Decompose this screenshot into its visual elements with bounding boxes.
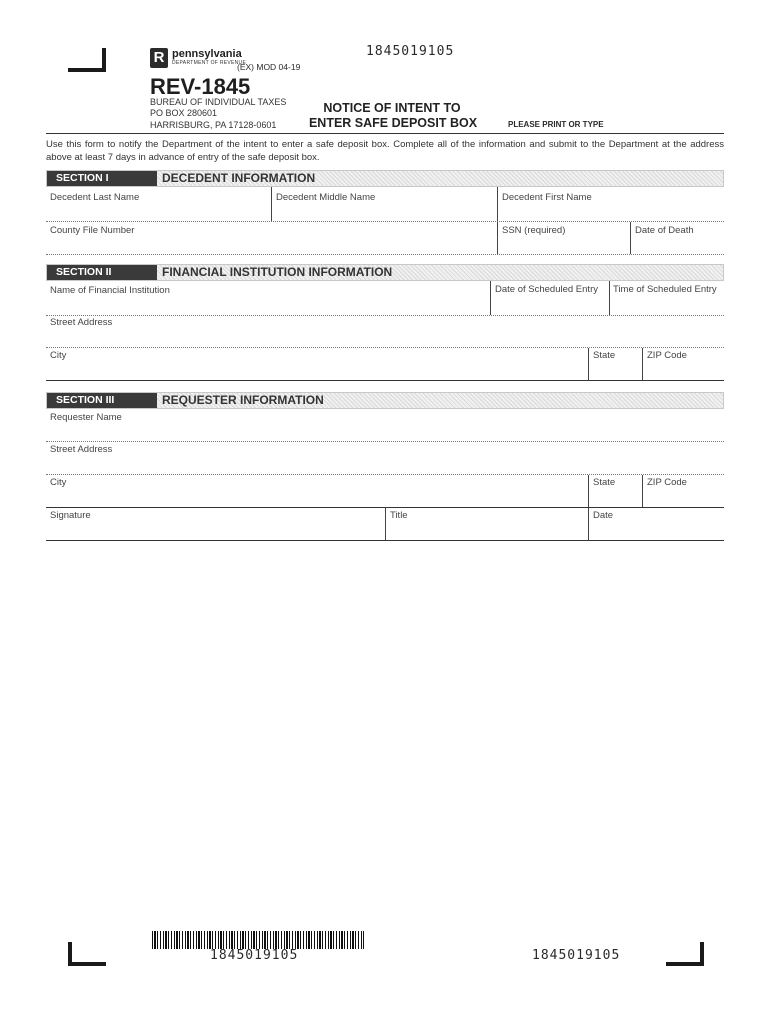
divider — [271, 187, 272, 221]
label-requester-state: State — [593, 477, 616, 488]
field-row-rule — [46, 221, 724, 222]
section-2-header — [46, 264, 724, 281]
section-3-title: REQUESTER INFORMATION — [162, 393, 324, 407]
divider — [588, 508, 589, 540]
form-code-top: 1845019105 — [366, 44, 455, 59]
intro-text: Use this form to notify the Department of the intent to enter a safe deposit box. Complete all of the information and submit to the Department at the address above at least 7 days in advance of entry of the safe deposit box. — [46, 139, 724, 163]
logo-subtitle: DEPARTMENT OF REVENUE — [172, 60, 247, 66]
label-title: Title — [390, 510, 408, 521]
label-requester-city: City — [50, 477, 67, 488]
field-row-rule — [46, 254, 724, 255]
label-date: Date — [593, 510, 614, 521]
divider — [385, 508, 386, 540]
section-3-label: SECTION III — [47, 393, 157, 408]
print-instruction: PLEASE PRINT OR TYPE — [508, 120, 604, 129]
divider — [630, 222, 631, 254]
label-time-of-scheduled-entry: Time of Scheduled Entry — [613, 284, 717, 295]
form-code-bottom: 1845019105 — [532, 948, 621, 963]
divider — [642, 475, 643, 507]
divider — [588, 475, 589, 507]
city-state: HARRISBURG, PA 17128-0601 — [150, 120, 277, 130]
registration-mark-top — [68, 48, 106, 72]
field-row-rule — [46, 474, 724, 475]
field-row-rule — [46, 347, 724, 348]
bureau-name: BUREAU OF INDIVIDUAL TAXES — [150, 97, 287, 107]
divider — [497, 222, 498, 254]
label-requester-street-address: Street Address — [50, 444, 113, 455]
label-date-of-scheduled-entry: Date of Scheduled Entry — [495, 284, 598, 295]
form-title-line2: ENTER SAFE DEPOSIT BOX — [308, 116, 478, 130]
field-row-rule — [46, 540, 724, 541]
section-1-title: DECEDENT INFORMATION — [162, 171, 316, 185]
barcode — [152, 931, 364, 949]
section-2-label: SECTION II — [47, 265, 157, 280]
label-decedent-last-name: Decedent Last Name — [50, 192, 140, 203]
barcode-number: 1845019105 — [210, 948, 299, 963]
label-institution-street-address: Street Address — [50, 317, 113, 328]
label-county-file-number: County File Number — [50, 225, 135, 236]
field-row-rule — [46, 315, 724, 316]
label-signature: Signature — [50, 510, 91, 521]
po-box: PO BOX 280601 — [150, 108, 218, 118]
logo-name: pennsylvania — [172, 48, 242, 60]
label-date-of-death: Date of Death — [635, 225, 694, 236]
field-row-rule — [46, 441, 724, 442]
form-revision: (EX) MOD 04-19 — [237, 62, 301, 72]
label-institution-city: City — [50, 350, 67, 361]
divider — [490, 281, 491, 315]
label-decedent-middle-name: Decedent Middle Name — [276, 192, 376, 203]
divider — [588, 348, 589, 380]
divider — [609, 281, 610, 315]
label-decedent-first-name: Decedent First Name — [502, 192, 592, 203]
section-1-label: SECTION I — [47, 171, 157, 186]
label-institution-state: State — [593, 350, 616, 361]
section-3-header — [46, 392, 724, 409]
label-requester-name: Requester Name — [50, 412, 122, 423]
registration-mark-bottom-right — [666, 942, 704, 966]
label-ssn: SSN (required) — [502, 225, 566, 236]
section-1-header — [46, 170, 724, 187]
label-requester-zip: ZIP Code — [647, 477, 687, 488]
header-rule — [46, 133, 724, 134]
divider — [497, 187, 498, 221]
form-number: REV-1845 — [150, 74, 251, 99]
field-row-rule — [46, 380, 724, 381]
keystone-icon: R — [150, 48, 168, 68]
registration-mark-bottom-left — [68, 942, 106, 966]
section-2-title: FINANCIAL INSTITUTION INFORMATION — [162, 265, 393, 279]
form-title-line1: NOTICE OF INTENT TO — [323, 101, 461, 115]
divider — [642, 348, 643, 380]
label-institution-zip: ZIP Code — [647, 350, 687, 361]
label-financial-institution: Name of Financial Institution — [50, 285, 170, 296]
